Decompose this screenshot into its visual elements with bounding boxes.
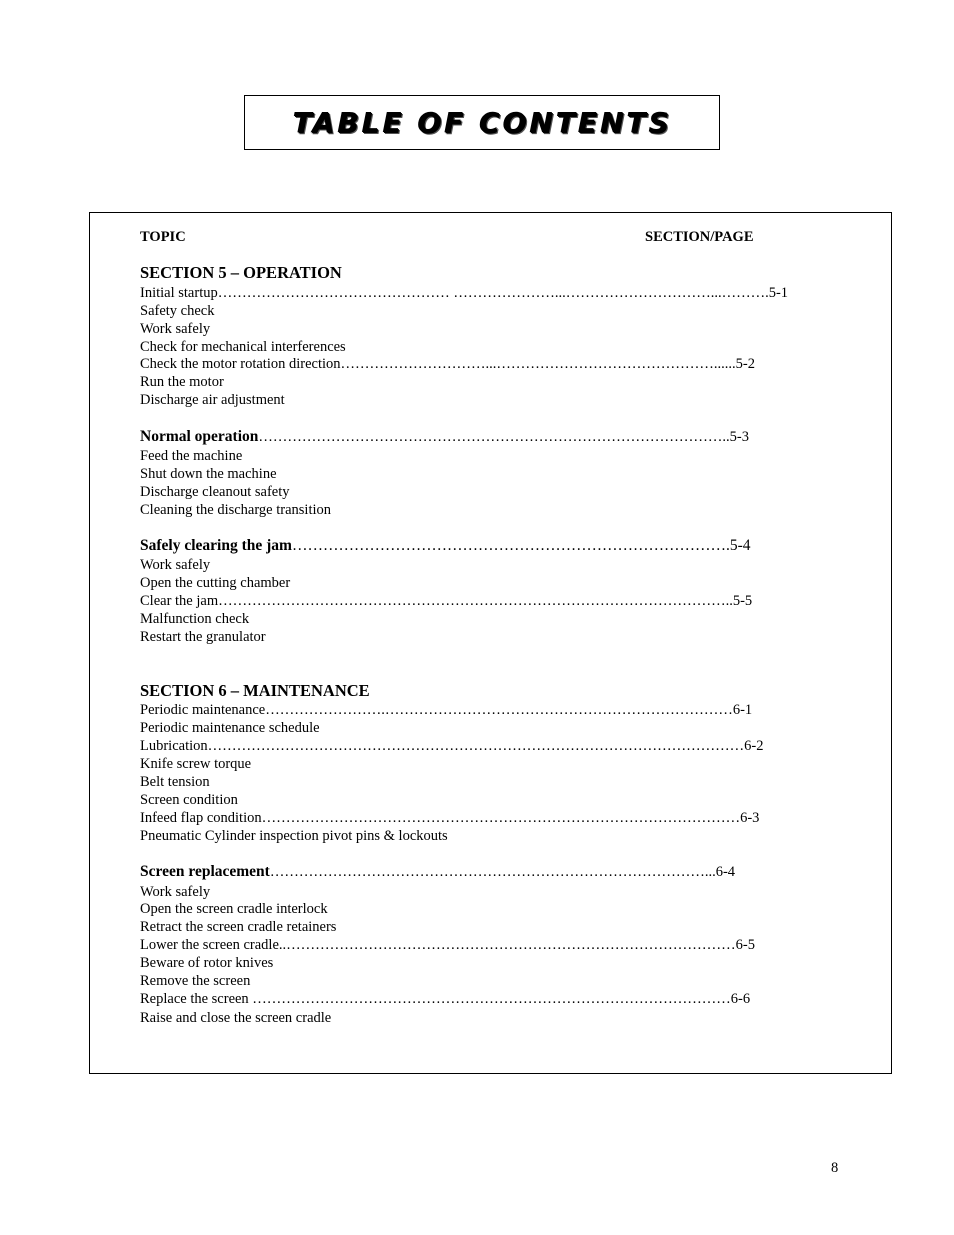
toc-entry-screen-replacement [140, 863, 735, 881]
toc-entry-remove-screen: Remove the screen [140, 973, 251, 989]
toc-entry-work-safely: Work safely [140, 884, 211, 900]
toc-entry-periodic-schedule: Periodic maintenance schedule [140, 720, 320, 736]
toc-entry-clearing-jam [140, 537, 751, 555]
toc-entry-belt-tension: Belt tension [140, 774, 210, 790]
toc-entry-open-chamber: Open the cutting chamber [140, 575, 291, 591]
toc-header-row [140, 229, 800, 247]
toc-entry-check-motor-rotation: Check the motor rotation direction…………………………...………………………………………......5-2 [140, 356, 755, 372]
toc-entry-discharge-cleanout: Discharge cleanout safety [140, 484, 290, 500]
toc-entry-check-interferences: Check for mechanical interferences [140, 339, 346, 355]
subsection-title: Normal operation [140, 428, 259, 445]
toc-entry-discharge-air: Discharge air adjustment [140, 392, 285, 408]
section-6-heading: SECTION 6 – MAINTENANCE [140, 681, 370, 700]
toc-entry-retract-retainers: Retract the screen cradle retainers [140, 919, 337, 935]
toc-entry-work-safely: Work safely [140, 321, 211, 337]
toc-entry-replace-screen: Replace the screen ………………………………………………………………………………………6-6 [140, 991, 751, 1007]
dot-leader: ………………………………………………………………………………...6-4 [269, 864, 736, 880]
title-box [244, 95, 720, 150]
toc-entry-raise-cradle: Raise and close the screen cradle [140, 1010, 332, 1026]
toc-entry-initial-startup: Initial startup………………………………………… …………………...…………………………...……….5-1 [140, 285, 789, 301]
toc-entry-lubrication: Lubrication…………………………………………………………………………………………………6-2 [140, 738, 764, 754]
subsection-title: Safely clearing the jam [140, 537, 292, 554]
toc-entry-pneumatic-cylinder: Pneumatic Cylinder inspection pivot pins & lockouts [140, 828, 448, 844]
toc-entry-shut-down: Shut down the machine [140, 466, 277, 482]
section-page-column-header: SECTION/PAGE [645, 229, 754, 245]
toc-entry-restart-granulator: Restart the granulator [140, 629, 266, 645]
toc-entry-screen-condition: Screen condition [140, 792, 238, 808]
subsection-title: Screen replacement [140, 863, 270, 880]
dot-leader: ……………………………………………………………………………………..5-3 [258, 429, 749, 445]
section-5-heading: SECTION 5 – OPERATION [140, 263, 342, 282]
toc-entry-open-interlock: Open the screen cradle interlock [140, 901, 328, 917]
toc-entry-infeed-flap: Infeed flap condition………………………………………………………………………………………6-3 [140, 810, 760, 826]
toc-entry-run-motor: Run the motor [140, 374, 224, 390]
page-number: 8 [831, 1160, 839, 1176]
topic-column-header: TOPIC [140, 229, 186, 245]
toc-entry-normal-operation [140, 428, 749, 446]
toc-entry-cleaning-transition: Cleaning the discharge transition [140, 502, 332, 518]
toc-entry-knife-screw: Knife screw torque [140, 756, 252, 772]
page-title: TABLE OF CONTENTS [292, 106, 672, 139]
toc-entry-malfunction-check: Malfunction check [140, 611, 250, 627]
toc-entry-clear-jam: Clear the jam……………………………………………………………………………………………..5-5 [140, 593, 753, 609]
toc-entry-lower-cradle: Lower the screen cradle..…………………………………………………………………………………6-5 [140, 937, 755, 953]
toc-entry-work-safely: Work safely [140, 557, 211, 573]
toc-entry-safety-check: Safety check [140, 303, 215, 319]
dot-leader: ………………………………………………………………………….5-4 [291, 537, 751, 554]
toc-entry-feed-machine: Feed the machine [140, 448, 243, 464]
toc-entry-periodic-maintenance: Periodic maintenance…………………….………………………………………………………………6-1 [140, 702, 753, 718]
toc-entry-beware-knives: Beware of rotor knives [140, 955, 274, 971]
